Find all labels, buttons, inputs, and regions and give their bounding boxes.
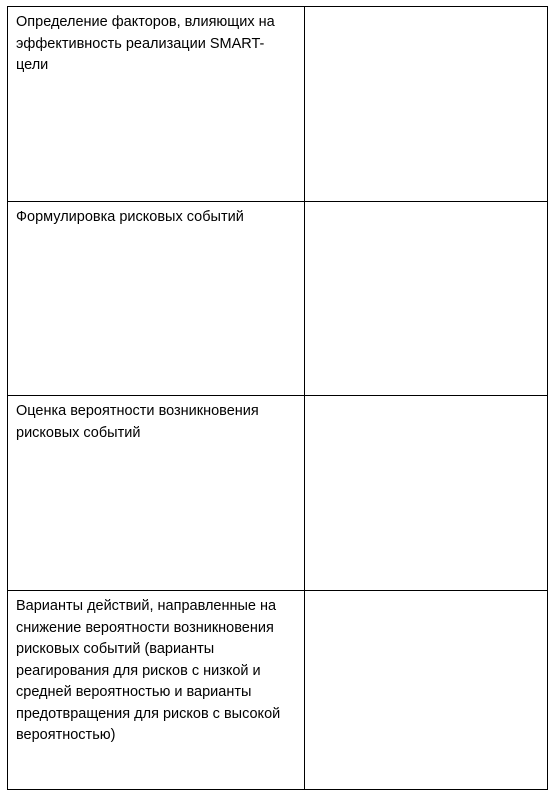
row-value-cell[interactable] [305, 7, 548, 202]
row-label-cell [8, 202, 305, 396]
row-label-cell [8, 591, 305, 790]
row-label-cell [8, 7, 305, 202]
row-label: Варианты действий, направленные на снижение вероятности возникновения рисковых событий (варианты реагирования для рисков с низкой и средней вероятностью и варианты предотвращения для рисков с высокой вероятностью) [16, 598, 281, 743]
row-value-cell[interactable] [305, 591, 548, 790]
row-label: Определение факторов, влияющих на эффективность реализации SMART-цели [16, 14, 275, 73]
table-row [8, 591, 548, 790]
row-label-cell [8, 396, 305, 591]
row-value-cell[interactable] [305, 202, 548, 396]
table-row [8, 202, 548, 396]
table-row [8, 7, 548, 202]
row-value-cell[interactable] [305, 396, 548, 591]
row-label: Оценка вероятности возникновения рисковых событий [16, 403, 259, 441]
risk-analysis-table [7, 6, 548, 790]
row-label: Формулировка рисковых событий [16, 209, 244, 225]
table-row [8, 396, 548, 591]
